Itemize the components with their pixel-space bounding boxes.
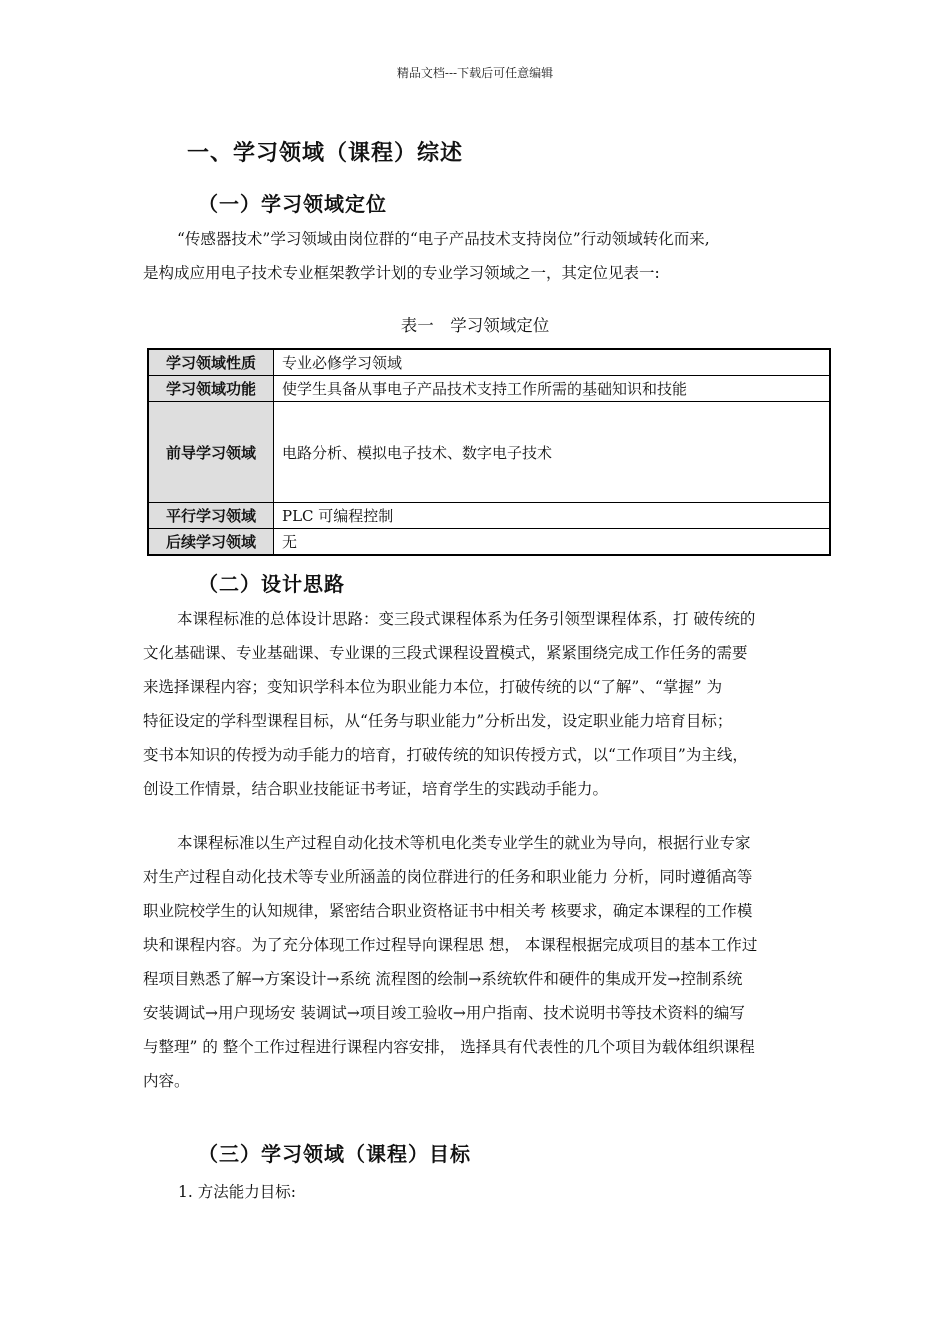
paragraph-line: 职业院校学生的认知规律，紧密结合职业资格证书中相关考 核要求，确定本课程的工作模 [143, 902, 753, 920]
paragraph-line: 内容。 [143, 1072, 190, 1090]
section-title: 一、学习领域（课程）综述 [187, 140, 464, 166]
row-label: 学习领域功能 [148, 376, 274, 402]
paragraph-line: 对生产过程自动化技术等专业所涵盖的岗位群进行的任务和职业能力 分析，同时遵循高等 [143, 868, 753, 886]
paragraph-line: 块和课程内容。为了充分体现工作过程导向课程思 想， 本课程根据完成项目的基本工作过 [143, 936, 758, 954]
paragraph-line: 文化基础课、专业基础课、专业课的三段式课程设置模式，紧紧围绕完成工作任务的需要 [143, 644, 748, 662]
paragraph-line: 变书本知识的传授为动手能力的培育，打破传统的知识传授方式，以“工作项目”为主线， [143, 746, 748, 764]
row-value: 无 [274, 529, 831, 556]
table-caption: 表一 学习领域定位 [400, 316, 550, 335]
table-row [148, 402, 830, 503]
paragraph-line: 本课程标准以生产过程自动化技术等机电化类专业学生的就业为导向，根据行业专家 [177, 834, 751, 852]
paragraph-line: 来选择课程内容；变知识学科本位为职业能力本位，打破传统的以“了解”、“掌握” 为 [143, 678, 723, 696]
table-row [148, 376, 830, 402]
row-value: 电路分析、模拟电子技术、数字电子技术 [274, 402, 831, 503]
paragraph-line: 安装调试→用户现场安 装调试→项目竣工验收→用户指南、技术说明书等技术资料的编写 [143, 1004, 745, 1022]
paragraph-line: 创设工作情景，结合职业技能证书考证，培育学生的实践动手能力。 [143, 780, 609, 798]
subsection-title-design: （二）设计思路 [198, 572, 345, 596]
row-label: 前导学习领域 [148, 402, 274, 503]
paragraph-line: 与整理” 的 整个工作过程进行课程内容安排， 选择具有代表性的几个项目为载体组织课程 [143, 1038, 755, 1056]
goal-list-item: 1. 方法能力目标: [178, 1183, 296, 1201]
table-row [148, 349, 830, 376]
paragraph-line: “传感器技术”学习领域由岗位群的“电子产品技术支持岗位”行动领域转化而来, [177, 230, 710, 248]
table-row [148, 529, 830, 556]
row-value: 使学生具备从事电子产品技术支持工作所需的基础知识和技能 [274, 376, 831, 402]
positioning-table [147, 348, 831, 556]
paragraph-line: 程项目熟悉了解→方案设计→系统 流程图的绘制→系统软件和硬件的集成开发→控制系统 [143, 970, 743, 988]
subsection-title-positioning: （一）学习领域定位 [198, 192, 387, 216]
row-value: 专业必修学习领域 [274, 349, 831, 376]
design-paragraph-2 [143, 826, 813, 1098]
paragraph-line: 特征设定的学科型课程目标，从“任务与职业能力”分析出发，设定职业能力培育目标； [143, 712, 733, 730]
row-label: 学习领域性质 [148, 349, 274, 376]
row-value: PLC 可编程控制 [274, 503, 831, 529]
table-row [148, 503, 830, 529]
paragraph-line: 是构成应用电子技术专业框架教学计划的专业学习领域之一，其定位见表一: [143, 264, 660, 282]
subsection-title-goals: （三）学习领域（课程）目标 [198, 1142, 471, 1166]
positioning-paragraph [143, 222, 813, 290]
page-header-note: 精品文档---下载后可任意编辑 [396, 66, 554, 80]
paragraph-line: 本课程标准的总体设计思路：变三段式课程体系为任务引领型课程体系，打 破传统的 [177, 610, 756, 628]
design-paragraph-1 [143, 602, 813, 806]
row-label: 后续学习领域 [148, 529, 274, 556]
row-label: 平行学习领域 [148, 503, 274, 529]
